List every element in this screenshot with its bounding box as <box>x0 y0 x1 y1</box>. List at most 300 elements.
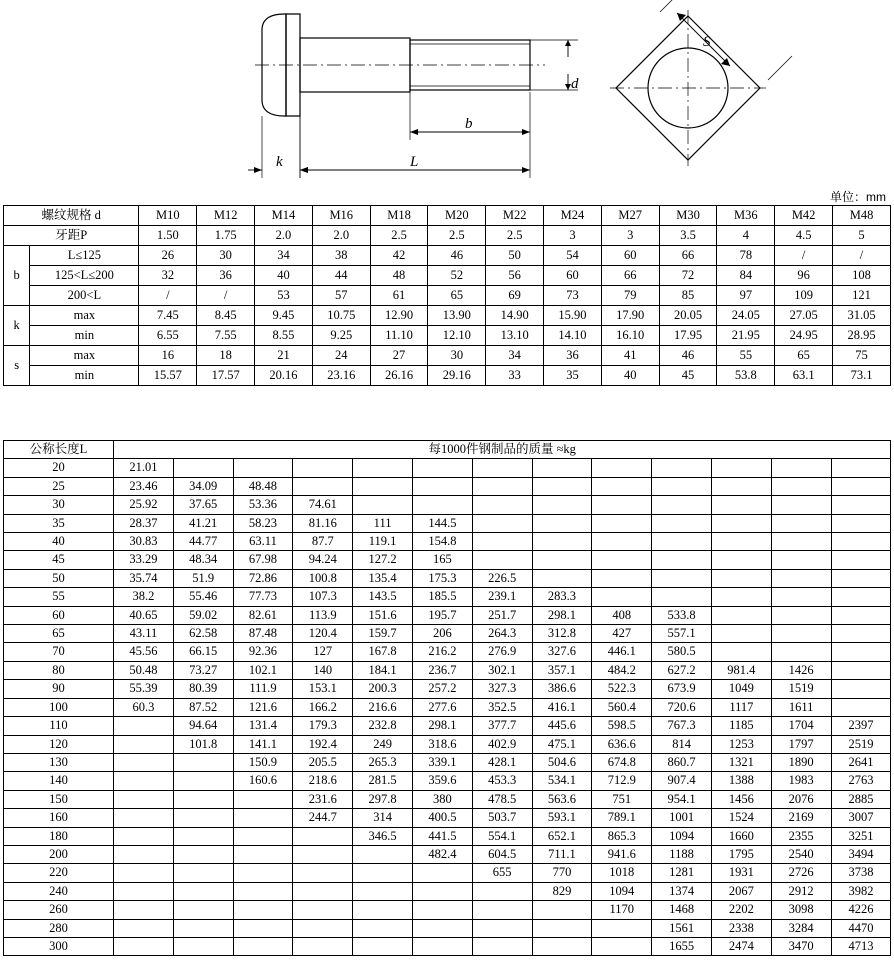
s-minmax-label: min <box>30 366 139 386</box>
b-value: 97 <box>717 286 775 306</box>
mass-value: 674.8 <box>592 753 652 771</box>
mass-value: 101.8 <box>173 735 233 753</box>
mass-value <box>114 809 174 827</box>
s-value: 23.16 <box>312 366 370 386</box>
mass-value: 981.4 <box>711 661 771 679</box>
mass-value: 121.6 <box>233 698 293 716</box>
mass-value: 94.24 <box>293 551 353 569</box>
b-value: 34 <box>255 246 313 266</box>
b-range-label: 125<L≤200 <box>30 266 139 286</box>
mass-value: 1561 <box>652 919 712 937</box>
length-value: 240 <box>4 882 114 900</box>
mass-value: 3982 <box>831 882 891 900</box>
b-value: 40 <box>255 266 313 286</box>
mass-value: 23.46 <box>114 477 174 495</box>
mass-value <box>233 845 293 863</box>
mass-value: 2169 <box>771 809 831 827</box>
mass-value: 627.2 <box>652 661 712 679</box>
mass-value: 159.7 <box>353 625 413 643</box>
mass-value: 829 <box>532 882 592 900</box>
mass-value: 175.3 <box>412 569 472 587</box>
mass-value: 504.6 <box>532 753 592 771</box>
mass-value <box>771 569 831 587</box>
mass-value: 205.5 <box>293 753 353 771</box>
table-row <box>4 606 891 624</box>
pitch-value: 2.0 <box>312 226 370 246</box>
table-row <box>4 569 891 587</box>
mass-value: 1611 <box>771 698 831 716</box>
mass-value: 427 <box>592 625 652 643</box>
k-value: 31.05 <box>833 306 891 326</box>
mass-value: 160.6 <box>233 772 293 790</box>
mass-value: 226.5 <box>472 569 532 587</box>
mass-value: 554.1 <box>472 827 532 845</box>
mass-value: 557.1 <box>652 625 712 643</box>
length-value: 100 <box>4 698 114 716</box>
s-value: 53.8 <box>717 366 775 386</box>
b-value: 56 <box>486 266 544 286</box>
unit-note: 单位：mm <box>830 190 886 204</box>
mass-value: 446.1 <box>592 643 652 661</box>
mass-value <box>652 459 712 477</box>
length-value: 130 <box>4 753 114 771</box>
mass-value <box>173 809 233 827</box>
mass-value: 534.1 <box>532 772 592 790</box>
mass-value: 2202 <box>711 901 771 919</box>
mass-value: 25.92 <box>114 496 174 514</box>
mass-value <box>831 514 891 532</box>
mass-value: 1094 <box>592 882 652 900</box>
size-header: M30 <box>659 206 717 226</box>
mass-value: 66.15 <box>173 643 233 661</box>
mass-value: 179.3 <box>293 717 353 735</box>
mass-value: 80.39 <box>173 680 233 698</box>
mass-value <box>652 551 712 569</box>
k-value: 9.45 <box>255 306 313 326</box>
mass-value: 604.5 <box>472 845 532 863</box>
mass-value <box>173 937 233 955</box>
mass-value: 231.6 <box>293 790 353 808</box>
mass-value <box>652 477 712 495</box>
length-value: 55 <box>4 588 114 606</box>
mass-value: 1655 <box>652 937 712 955</box>
k-value: 16.10 <box>601 326 659 346</box>
mass-value: 50.48 <box>114 661 174 679</box>
mass-value <box>173 919 233 937</box>
mass-value <box>173 901 233 919</box>
bolt-diagram <box>0 0 894 190</box>
mass-value: 428.1 <box>472 753 532 771</box>
mass-value: 283.3 <box>532 588 592 606</box>
b-value: 66 <box>601 266 659 286</box>
k-group-label: k <box>4 306 30 346</box>
k-value: 6.55 <box>139 326 197 346</box>
mass-value: 598.5 <box>592 717 652 735</box>
mass-value <box>412 864 472 882</box>
table-row <box>4 266 891 286</box>
mass-value <box>771 496 831 514</box>
length-value: 60 <box>4 606 114 624</box>
mass-value: 475.1 <box>532 735 592 753</box>
mass-value <box>472 882 532 900</box>
mass-value: 144.5 <box>412 514 472 532</box>
mass-value <box>711 625 771 643</box>
pitch-value: 3 <box>544 226 602 246</box>
mass-value: 264.3 <box>472 625 532 643</box>
b-value: 26 <box>139 246 197 266</box>
k-value: 27.05 <box>775 306 833 326</box>
mass-value: 35.74 <box>114 569 174 587</box>
mass-value: 2067 <box>711 882 771 900</box>
mass-value <box>472 919 532 937</box>
s-value: 20.16 <box>255 366 313 386</box>
mass-value: 216.6 <box>353 698 413 716</box>
k-value: 7.55 <box>197 326 255 346</box>
b-value: 54 <box>544 246 602 266</box>
k-value: 28.95 <box>833 326 891 346</box>
size-header: M14 <box>255 206 313 226</box>
mass-value: 100.8 <box>293 569 353 587</box>
mass-value <box>532 919 592 937</box>
mass-value: 941.6 <box>592 845 652 863</box>
label-k: k <box>276 154 283 170</box>
mass-value: 239.1 <box>472 588 532 606</box>
mass-value: 2885 <box>831 790 891 808</box>
mass-value <box>532 901 592 919</box>
mass-value: 1524 <box>711 809 771 827</box>
mass-value: 484.2 <box>592 661 652 679</box>
table-row <box>4 698 891 716</box>
mass-value: 58.23 <box>233 514 293 532</box>
table-row <box>4 753 891 771</box>
mass-value <box>353 882 413 900</box>
mass-value: 60.3 <box>114 698 174 716</box>
mass-value: 74.61 <box>293 496 353 514</box>
mass-value <box>831 680 891 698</box>
mass-value: 154.8 <box>412 533 472 551</box>
mass-value: 82.61 <box>233 606 293 624</box>
mass-value <box>711 588 771 606</box>
length-value: 110 <box>4 717 114 735</box>
specification-table <box>3 205 891 386</box>
mass-value: 44.77 <box>173 533 233 551</box>
mass-value: 593.1 <box>532 809 592 827</box>
mass-value: 276.9 <box>472 643 532 661</box>
mass-value <box>771 606 831 624</box>
mass-value: 81.16 <box>293 514 353 532</box>
mass-value: 297.8 <box>353 790 413 808</box>
table-row <box>4 496 891 514</box>
mass-value <box>771 477 831 495</box>
length-value: 35 <box>4 514 114 532</box>
pitch-value: 4.5 <box>775 226 833 246</box>
mass-value: 327.3 <box>472 680 532 698</box>
mass-value: 140 <box>293 661 353 679</box>
mass-value: 865.3 <box>592 827 652 845</box>
mass-value: 153.1 <box>293 680 353 698</box>
mass-value <box>412 882 472 900</box>
mass-value <box>652 588 712 606</box>
pitch-value: 4 <box>717 226 775 246</box>
mass-table <box>3 440 891 956</box>
b-value: / <box>139 286 197 306</box>
size-header: M16 <box>312 206 370 226</box>
mass-value <box>831 606 891 624</box>
k-value: 9.25 <box>312 326 370 346</box>
mass-value: 1456 <box>711 790 771 808</box>
mass-value: 38.2 <box>114 588 174 606</box>
k-value: 24.05 <box>717 306 775 326</box>
mass-value <box>532 937 592 955</box>
mass-value: 445.6 <box>532 717 592 735</box>
mass-value <box>412 459 472 477</box>
mass-value: 1374 <box>652 882 712 900</box>
mass-value <box>293 827 353 845</box>
mass-value <box>114 882 174 900</box>
mass-value <box>831 588 891 606</box>
thread-spec-header: 螺纹规格 d <box>4 206 139 226</box>
mass-value: 377.7 <box>472 717 532 735</box>
mass-value: 907.4 <box>652 772 712 790</box>
mass-value <box>532 551 592 569</box>
length-value: 45 <box>4 551 114 569</box>
table-row <box>4 514 891 532</box>
mass-value: 860.7 <box>652 753 712 771</box>
mass-value: 1018 <box>592 864 652 882</box>
mass-value <box>592 533 652 551</box>
mass-value: 87.52 <box>173 698 233 716</box>
b-value: 66 <box>659 246 717 266</box>
mass-value <box>472 901 532 919</box>
mass-value: 3284 <box>771 919 831 937</box>
length-value: 90 <box>4 680 114 698</box>
mass-value: 63.11 <box>233 533 293 551</box>
pitch-value: 3.5 <box>659 226 717 246</box>
b-value: 108 <box>833 266 891 286</box>
mass-value: 560.4 <box>592 698 652 716</box>
b-value: 69 <box>486 286 544 306</box>
mass-value <box>472 496 532 514</box>
s-value: 30 <box>428 346 486 366</box>
mass-value: 4713 <box>831 937 891 955</box>
mass-value <box>831 625 891 643</box>
mass-value: 2474 <box>711 937 771 955</box>
mass-value: 167.8 <box>353 643 413 661</box>
k-value: 8.45 <box>197 306 255 326</box>
mass-value <box>412 496 472 514</box>
mass-value: 41.21 <box>173 514 233 532</box>
mass-value <box>831 533 891 551</box>
k-value: 14.10 <box>544 326 602 346</box>
length-value: 280 <box>4 919 114 937</box>
mass-value: 402.9 <box>472 735 532 753</box>
mass-value: 339.1 <box>412 753 472 771</box>
mass-value <box>353 864 413 882</box>
s-value: 73.1 <box>833 366 891 386</box>
s-minmax-label: max <box>30 346 139 366</box>
mass-value: 141.1 <box>233 735 293 753</box>
b-range-label: L≤125 <box>30 246 139 266</box>
mass-value: 580.5 <box>652 643 712 661</box>
mass-value <box>472 514 532 532</box>
mass-value <box>114 790 174 808</box>
mass-value: 380 <box>412 790 472 808</box>
mass-value <box>532 533 592 551</box>
mass-value: 111.9 <box>233 680 293 698</box>
mass-value <box>173 827 233 845</box>
mass-value <box>771 588 831 606</box>
mass-value: 1094 <box>652 827 712 845</box>
b-value: 46 <box>428 246 486 266</box>
mass-value: 48.34 <box>173 551 233 569</box>
s-value: 41 <box>601 346 659 366</box>
pitch-value: 2.0 <box>255 226 313 246</box>
table-row <box>4 441 891 459</box>
mass-value: 386.6 <box>532 680 592 698</box>
mass-value <box>114 845 174 863</box>
s-value: 24 <box>312 346 370 366</box>
mass-value <box>831 477 891 495</box>
mass-value: 2076 <box>771 790 831 808</box>
mass-value <box>173 845 233 863</box>
k-value: 13.10 <box>486 326 544 346</box>
label-S: S <box>703 34 711 50</box>
b-value: 36 <box>197 266 255 286</box>
s-value: 36 <box>544 346 602 366</box>
label-d: d <box>571 76 579 92</box>
mass-value: 652.1 <box>532 827 592 845</box>
b-value: 61 <box>370 286 428 306</box>
mass-value: 21.01 <box>114 459 174 477</box>
bolt-drawing-svg <box>0 0 894 195</box>
s-value: 27 <box>370 346 428 366</box>
mass-value <box>592 937 652 955</box>
k-value: 24.95 <box>775 326 833 346</box>
mass-value <box>293 937 353 955</box>
table-row <box>4 306 891 326</box>
mass-value: 277.6 <box>412 698 472 716</box>
k-minmax-label: max <box>30 306 139 326</box>
length-value: 25 <box>4 477 114 495</box>
mass-value <box>711 477 771 495</box>
mass-value: 53.36 <box>233 496 293 514</box>
mass-value: 314 <box>353 809 413 827</box>
mass-value: 298.1 <box>412 717 472 735</box>
b-value: 65 <box>428 286 486 306</box>
mass-value: 87.7 <box>293 533 353 551</box>
b-value: 60 <box>601 246 659 266</box>
mass-value: 522.3 <box>592 680 652 698</box>
mass-value: 814 <box>652 735 712 753</box>
b-value: / <box>833 246 891 266</box>
b-value: 38 <box>312 246 370 266</box>
mass-value: 357.1 <box>532 661 592 679</box>
mass-value <box>532 569 592 587</box>
s-value: 65 <box>775 346 833 366</box>
mass-value: 67.98 <box>233 551 293 569</box>
mass-value: 113.9 <box>293 606 353 624</box>
mass-value <box>114 735 174 753</box>
table-row <box>4 680 891 698</box>
s-value: 15.57 <box>139 366 197 386</box>
s-value: 26.16 <box>370 366 428 386</box>
mass-value <box>353 919 413 937</box>
mass-value <box>652 514 712 532</box>
s-value: 40 <box>601 366 659 386</box>
mass-value: 102.1 <box>233 661 293 679</box>
mass-value: 195.7 <box>412 606 472 624</box>
k-value: 13.90 <box>428 306 486 326</box>
length-value: 300 <box>4 937 114 955</box>
mass-value: 2540 <box>771 845 831 863</box>
mass-value: 1983 <box>771 772 831 790</box>
b-value: 79 <box>601 286 659 306</box>
k-value: 17.95 <box>659 326 717 346</box>
mass-value: 1281 <box>652 864 712 882</box>
table-row <box>4 206 891 226</box>
mass-value: 1660 <box>711 827 771 845</box>
mass-value <box>831 459 891 477</box>
mass-value: 1253 <box>711 735 771 753</box>
mass-value: 1001 <box>652 809 712 827</box>
s-value: 46 <box>659 346 717 366</box>
b-value: 50 <box>486 246 544 266</box>
mass-value <box>233 459 293 477</box>
b-value: 48 <box>370 266 428 286</box>
length-value: 40 <box>4 533 114 551</box>
mass-value: 636.6 <box>592 735 652 753</box>
table-row <box>4 901 891 919</box>
mass-value <box>293 459 353 477</box>
mass-value <box>592 496 652 514</box>
mass-value: 3738 <box>831 864 891 882</box>
mass-value <box>592 919 652 937</box>
mass-value: 28.37 <box>114 514 174 532</box>
mass-value <box>412 477 472 495</box>
length-value: 65 <box>4 625 114 643</box>
mass-value <box>293 919 353 937</box>
b-value: 44 <box>312 266 370 286</box>
mass-value <box>353 496 413 514</box>
table-row <box>4 246 891 266</box>
table-row <box>4 735 891 753</box>
mass-value: 43.11 <box>114 625 174 643</box>
length-value: 200 <box>4 845 114 863</box>
mass-value <box>114 753 174 771</box>
b-value: 109 <box>775 286 833 306</box>
mass-value: 478.5 <box>472 790 532 808</box>
table-row <box>4 661 891 679</box>
mass-value: 3494 <box>831 845 891 863</box>
mass-value <box>532 477 592 495</box>
mass-value: 352.5 <box>472 698 532 716</box>
mass-value: 4470 <box>831 919 891 937</box>
mass-value: 312.8 <box>532 625 592 643</box>
mass-value: 143.5 <box>353 588 413 606</box>
mass-value: 1321 <box>711 753 771 771</box>
mass-value <box>592 588 652 606</box>
table-row <box>4 346 891 366</box>
table-row <box>4 477 891 495</box>
b-value: 32 <box>139 266 197 286</box>
table-row <box>4 919 891 937</box>
mass-value <box>472 551 532 569</box>
b-value: 53 <box>255 286 313 306</box>
mass-value: 533.8 <box>652 606 712 624</box>
mass-value: 72.86 <box>233 569 293 587</box>
mass-value <box>233 790 293 808</box>
mass-value <box>831 698 891 716</box>
